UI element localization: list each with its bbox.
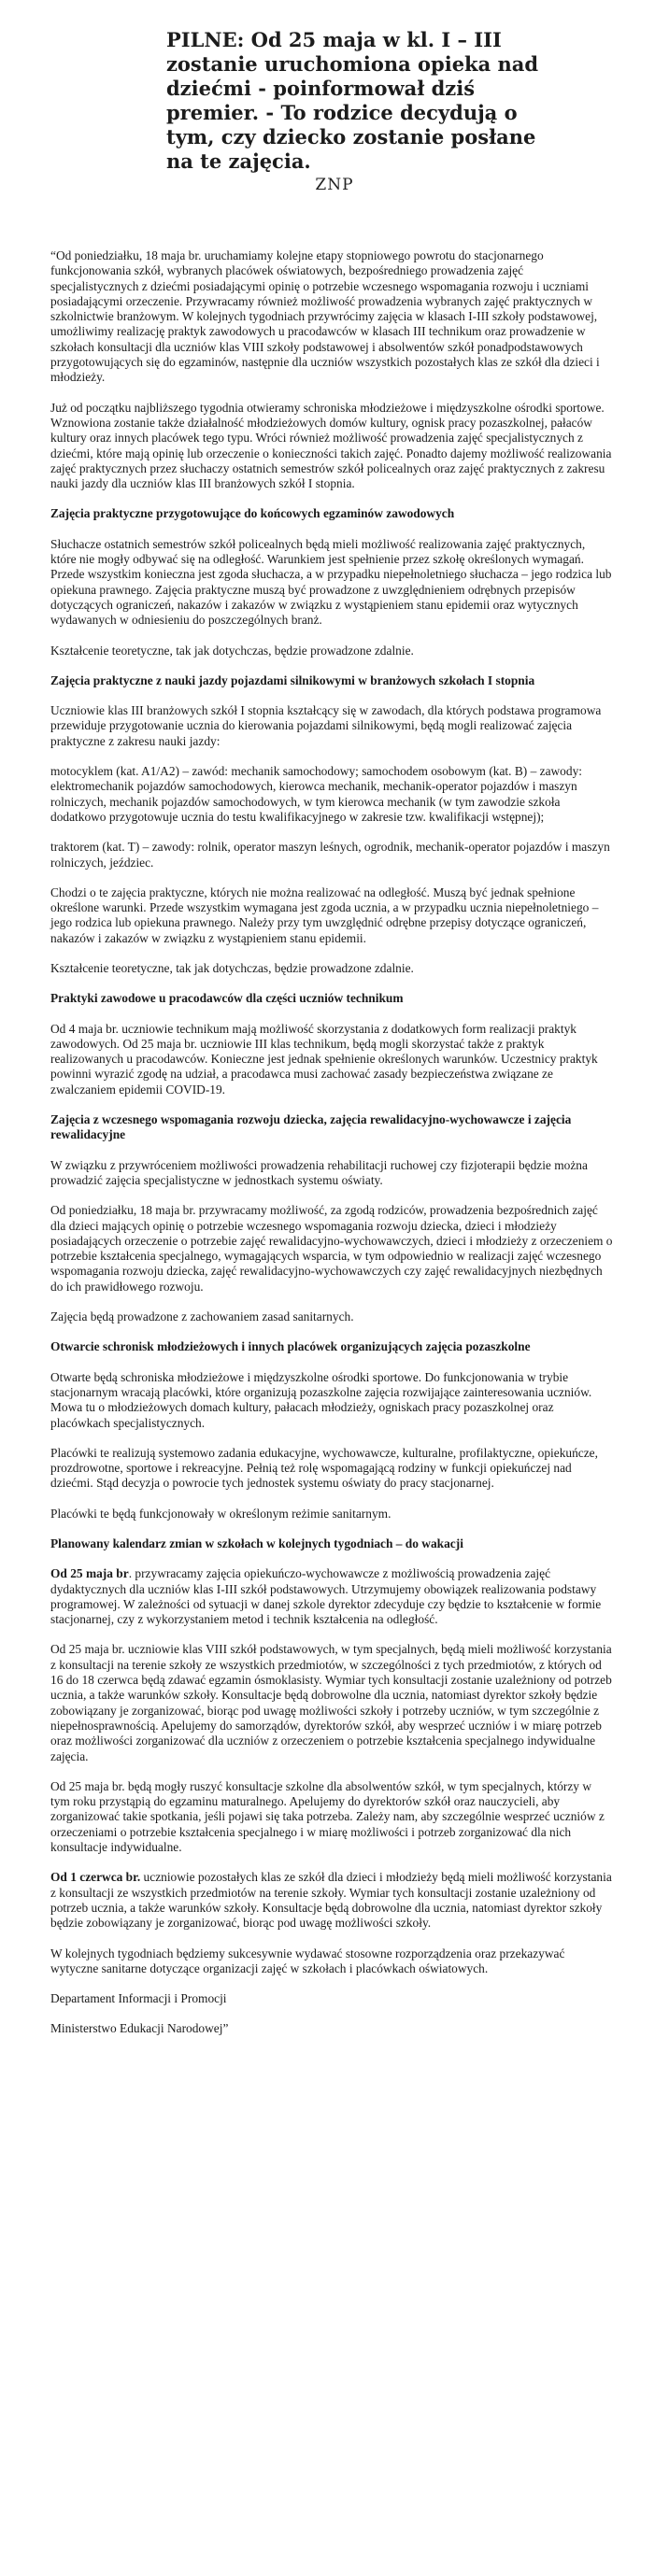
paragraph: Od 25 maja br. będą mogły ruszyć konsultacje szkolne dla absolwentów szkół, w tym specjalnych, którzy w tym roku przystąpią do egzaminu maturalnego. Apelujemy do dyrektorów szkół oraz nauczycieli, aby zorganizować takie spotkania, jeśli pojawi się taka potrzeba. Zależy nam, aby szczególnie wesprzeć uczniów z orzeczeniami o potrzebie kształcenia specjalnego i w miarę możliwości i potrzeb zorganizować dla nich konsultacje indywidualne. bbox=[50, 1778, 605, 1855]
paragraph bbox=[50, 1870, 613, 1931]
paragraph: motocyklem (kat. A1/A2) – zawód: mechanik samochodowy; samochodem osobowym (kat. B) – zawody: elektromechanik pojazdów samochodowych, kierowca mechanik, mechanik-operator pojazdów i maszyn rolniczych, mechanik pojazdów samochodowych, w tym kierowca mechanik (w tym zawodzie szkoła dodatkowo przygotowuje ucznia do testu kwalifikacyjnego w zakresie tzw. kwalifikacji wstępnej); bbox=[50, 764, 582, 824]
article-title: PILNE: Od 25 maja w kl. I – III zostanie uruchomiona opieka nad dziećmi - poinformował dziś premier. - To rodzice decydują o tym, czy dziecko zostanie posłane na te zajęcia. bbox=[166, 28, 539, 173]
section-heading: Praktyki zawodowe u pracodawców dla części uczniów technikum bbox=[50, 991, 404, 1006]
paragraph: Już od początku najbliższego tygodnia otwieramy schroniska młodzieżowe i międzyszkolne ośrodki sportowe. Wznowiona zostanie także działalność młodzieżowych domów kultury, ognisk pracy pozaszkolnej, pałaców kultury oraz innych placówek tego typu. Wróci również możliwość prowadzenia zajęć specjalistycznych z dziećmi, które mają opinię lub orzeczenie o konieczności takich zajęć. Ponadto dajemy możliwość realizowania zajęć praktycznych przez słuchaczy ostatnich semestrów szkół policealnych oraz zajęć praktycznych z zakresu nauki jazdy dla uczniów klas III branżowych szkół I stopnia. bbox=[50, 400, 612, 491]
paragraph: Od 25 maja br. uczniowie klas VIII szkół podstawowych, w tym specjalnych, będą mieli możliwość korzystania z konsultacji na terenie szkoły ze wszystkich przedmiotów, w szczególności z tych przedmiotów, z których od 16 do 18 czerwca będą zdawać egzamin ósmoklasisty. Wymiar tych konsultacji zostanie uzależniony od potrzeb ucznia, a także warunków szkoły. Konsultacje będą dobrowolne dla ucznia, natomiast dyrektor szkoły będzie zobowiązany je zorganizować, biorąc pod uwagę możliwości szkoły i potrzeby uczniów, w tym szczególnie z niepełnosprawnością. Apelujemy do samorządów, dyrektorów szkół, aby wesprzeć uczniów i w miarę potrzeb oraz możliwości zorganizować dla uczniów z orzeczeniem o potrzebie kształcenia specjalnego indywidualne zajęcia. bbox=[50, 1642, 612, 1763]
paragraph: Słuchacze ostatnich semestrów szkół policealnych będą mieli możliwość realizowania zajęć praktycznych, które nie mogły odbywać się na odległość. Warunkiem jest spełnienie przez szkołę określonych wymagań. Przede wszystkim konieczna jest zgoda słuchacza, a w przypadku niepełnoletniego słuchacza – jego rodzica lub opiekuna prawnego. Zajęcia praktyczne muszą być prowadzone z uwzględnieniem odrębnych przepisów dotyczących ograniczeń, nakazów i zakazów w związku z wystąpieniem stanu epidemii oraz wytycznych wydawanych w odniesieniu do poszczególnych branż. bbox=[50, 536, 612, 628]
paragraph: Od poniedziałku, 18 maja br. przywracamy możliwość, za zgodą rodziców, prowadzenia bezpośrednich zajęć dla dzieci mających opinię o potrzebie wczesnego wspomagania rozwoju dziecka, dzieci i młodzieży posiadających orzeczenie o potrzebie zajęć rewalidacyjno-wychowawczych, dzieci i młodzieży z orzeczeniem o potrzebie kształcenia specjalnego, wymagających wsparcia, w tym odpowiednio w realizacji zajęć wczesnego wspomagania rozwoju dziecka, zajęć rewalidacyjno-wychowawczych czy zajęć rewalidacyjnych niezbędnych do ich prawidłowego rozwoju. bbox=[50, 1203, 613, 1294]
section-heading: Zajęcia praktyczne z nauki jazdy pojazdami silnikowymi w branżowych szkołach I stopnia bbox=[50, 672, 535, 687]
paragraph bbox=[50, 1566, 613, 1627]
paragraph: Placówki te będą funkcjonowały w określonym reżimie sanitarnym. bbox=[50, 1506, 391, 1521]
section-heading: Otwarcie schronisk młodzieżowych i innych placówek organizujących zajęcia pozaszkolne bbox=[50, 1339, 531, 1354]
paragraph-text: uczniowie pozostałych klas ze szkół dla dzieci i młodzieży będą mieli możliwość korzystania z konsultacji ze wszystkich przedmiotów na terenie szkoły. Wymiar tych konsultacji zostanie uzależniony od potrzeb ucznia, a także warunków szkoły. Konsultacje będą dobrowolne dla ucznia, natomiast dyrektor szkoły będzie zobowiązany je zorganizować, biorąc pod uwagę możliwości szkoły. bbox=[50, 1870, 612, 1931]
paragraph: Kształcenie teoretyczne, tak jak dotychczas, będzie prowadzone zdalnie. bbox=[50, 960, 414, 975]
paragraph: Otwarte będą schroniska młodzieżowe i międzyszkolne ośrodki sportowe. Do funkcjonowania w trybie stacjonarnym wracają placówki, które organizują pozaszkolne zajęcia rozwijające zainteresowania uczniów. Mowa tu o młodzieżowych domach kultury, pałacach młodzieży, ogniskach pracy pozaszkolnej oraz placówkach specjalistycznych. bbox=[50, 1369, 592, 1430]
author-name: ZNP bbox=[315, 176, 354, 194]
article-body bbox=[50, 248, 613, 2052]
section-heading: Zajęcia praktyczne przygotowujące do końcowych egzaminów zawodowych bbox=[50, 506, 455, 521]
paragraph-text: . przywracamy zajęcia opiekuńczo-wychowawcze z możliwością prowadzenia zajęć dydaktycznych dla uczniów klas I-III szkół podstawowych. Utrzymujemy obowiązek realizowania podstawy programowej. W zależności od sytuacji w danej szkole dyrektor zdecyduje czy będzie to kształcenie w formie stacjonarnej, czy z wykorzystaniem metod i technik kształcenia na odległość. bbox=[50, 1566, 602, 1627]
paragraph: traktorem (kat. T) – zawody: rolnik, operator maszyn leśnych, ogrodnik, mechanik-operator pojazdów i maszyn rolniczych, jeździec. bbox=[50, 840, 610, 870]
section-heading: Zajęcia z wczesnego wspomagania rozwoju dziecka, zajęcia rewalidacyjno-wychowawcze i zajęcia rewalidacyjne bbox=[50, 1112, 572, 1142]
paragraph: Placówki te realizują systemowo zadania edukacyjne, wychowawcze, kulturalne, profilaktyczne, opiekuńcze, prozdrowotne, sportowe i rekreacyjne. Pełnią też rolę wspomagającą rodziny w funkcji opiekuńczej nad dziećmi. Stąd decyzja o powrocie tych jednostek systemu oświaty do pracy stacjonarnej. bbox=[50, 1445, 598, 1491]
section-heading: Planowany kalendarz zmian w szkołach w kolejnych tygodniach – do wakacji bbox=[50, 1536, 463, 1550]
paragraph: W związku z przywróceniem możliwości prowadzenia rehabilitacji ruchowej czy fizjoterapii będzie można prowadzić zajęcia specjalistyczne w jednostkach systemu oświaty. bbox=[50, 1157, 588, 1187]
paragraph: Chodzi o te zajęcia praktyczne, których nie można realizować na odległość. Muszą być jednak spełnione określone warunki. Przede wszystkim wymagana jest zgoda ucznia, a w przypadku ucznia niepełnoletniego – jego rodzica lub opiekuna prawnego. Należy przy tym uwzględnić odrębne przepisy dotyczące ograniczeń, nakazów i zakazów w związku z wystąpieniem stanu epidemii. bbox=[50, 885, 599, 945]
bold-date-lead: Od 1 czerwca br. bbox=[50, 1870, 141, 1885]
bold-date-lead: Od 25 maja br bbox=[50, 1566, 129, 1581]
paragraph: Uczniowie klas III branżowych szkół I stopnia kształcący się w zawodach, dla których podstawa programowa przewiduje przygotowanie ucznia do kierowania pojazdami silnikowymi, będą mogli realizować zajęcia praktyczne z zakresu nauki jazdy: bbox=[50, 703, 602, 748]
paragraph: Od 4 maja br. uczniowie technikum mają możliwość skorzystania z dodatkowych form realizacji praktyk zawodowych. Od 25 maja br. uczniowie III klas technikum, będą mogli skorzystać także z praktyk realizowanych u pracodawców. Konieczne jest jednak spełnienie określonych warunków. Uczestnicy praktyk powinni wyrazić zgodę na udział, a pracodawca musi zachować zasady bezpieczeństwa związane ze zwalczaniem epidemii COVID-19. bbox=[50, 1021, 598, 1097]
paragraph: Departament Informacji i Promocji bbox=[50, 1991, 227, 2006]
paragraph: W kolejnych tygodniach będziemy sukcesywnie wydawać stosowne rozporządzenia oraz przekazywać wytyczne sanitarne dotyczące organizacji zajęć w szkołach i placówkach oświatowych. bbox=[50, 1946, 565, 1975]
paragraph: “Od poniedziałku, 18 maja br. uruchamiamy kolejne etapy stopniowego powrotu do stacjonarnego funkcjonowania szkół, wybranych placówek oświatowych, bezpośredniego prowadzenia zajęć specjalistycznych z dziećmi posiadającymi opinię o potrzebie wczesnego wspomagania rozwoju i uczniami posiadającymi orzeczenie. Przywracamy również możliwość prowadzenia wybranych zajęć praktycznych w szkolnictwie branżowym. W kolejnych tygodniach przywrócimy zajęcia w klasach I-III szkoły podstawowej, umożliwimy realizację praktyk zawodowych u pracodawców w klasach III technikum oraz prowadzenie w szkołach konsultacji dla uczniów klas VIII szkoły podstawowej i absolwentów szkół ponadpodstawowych przygotowujących się do egzaminów, następnie dla uczniów wszystkich pozostałych klas ze szkół dla dzieci i młodzieży. bbox=[50, 248, 600, 385]
paragraph: Ministerstwo Edukacji Narodowej” bbox=[50, 2021, 229, 2036]
paragraph: Zajęcia będą prowadzone z zachowaniem zasad sanitarnych. bbox=[50, 1309, 354, 1324]
paragraph: Kształcenie teoretyczne, tak jak dotychczas, będzie prowadzone zdalnie. bbox=[50, 643, 414, 658]
